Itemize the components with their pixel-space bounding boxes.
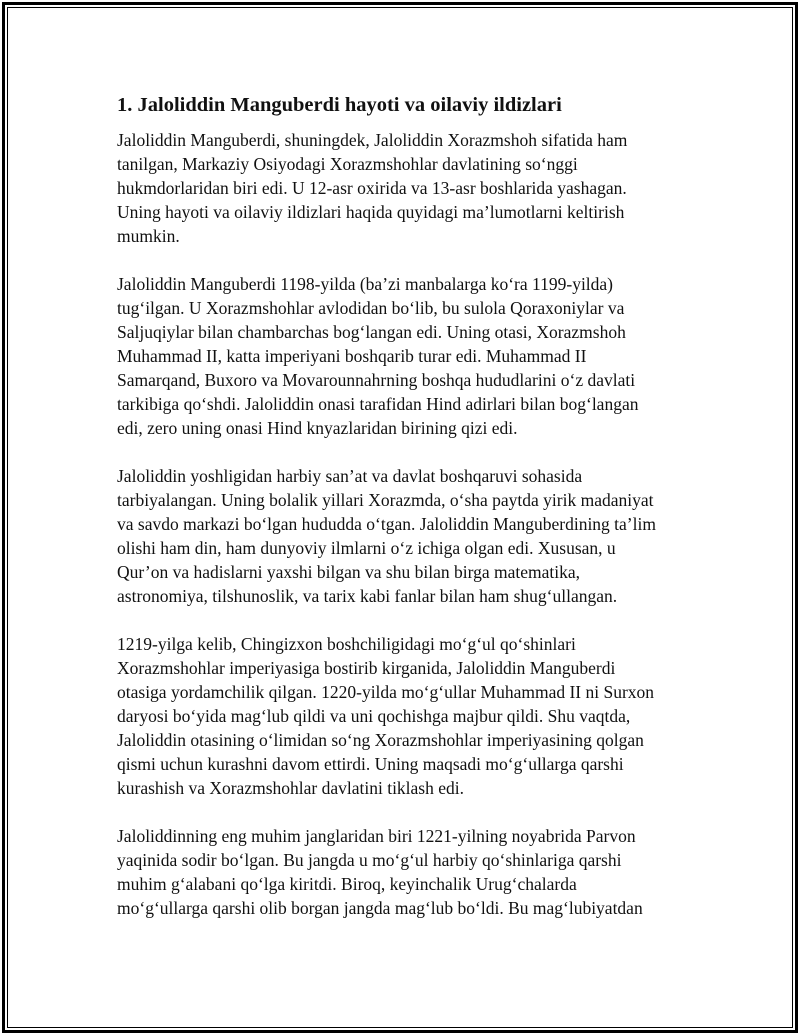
paragraph-mongol-invasion	[117, 632, 687, 800]
paragraph-birth-and-family	[117, 272, 687, 440]
document-body	[117, 90, 687, 944]
text-line: mumkin.	[117, 226, 180, 246]
paragraph-intro	[117, 128, 687, 248]
text-line: hukmdorlaridan biri edi. U 12-asr oxirida va 13-asr boshlarida yashagan.	[117, 178, 627, 198]
paragraph-education	[117, 464, 687, 608]
text-line: astronomiya, tilshunoslik, va tarix kabi fanlar bilan ham shug‘ullangan.	[117, 586, 618, 606]
text-line: Jaloliddin Manguberdi, shuningdek, Jaloliddin Xorazmshoh sifatida ham	[117, 130, 628, 150]
text-line: Jaloliddin yoshligidan harbiy san’at va davlat boshqaruvi sohasida	[117, 466, 583, 486]
text-line: muhim g‘alabani qo‘lga kiritdi. Biroq, keyinchalik Urug‘chalarda	[117, 874, 577, 894]
text-line: Samarqand, Buxoro va Movarounnahrning boshqa hududlarini o‘z davlati	[117, 370, 636, 390]
text-line: Jaloliddin otasining o‘limidan so‘ng Xorazmshohlar imperiyasining qolgan	[117, 730, 644, 750]
text-line: olishi ham din, ham dunyoviy ilmlarni o‘z ichiga olgan edi. Xususan, u	[117, 538, 616, 558]
text-line: kurashish va Xorazmshohlar davlatini tiklash edi.	[117, 778, 465, 798]
text-line: Saljuqiylar bilan chambarchas bog‘langan edi. Uning otasi, Xorazmshoh	[117, 322, 626, 342]
text-line: Jaloliddin Manguberdi 1198-yilda (ba’zi manbalarga ko‘ra 1199-yilda)	[117, 274, 614, 294]
text-line: yaqinida sodir bo‘lgan. Bu jangda u mo‘g‘ul harbiy qo‘shinlariga qarshi	[117, 850, 622, 870]
paragraph-battles	[117, 824, 687, 920]
text-line: daryosi bo‘yida mag‘lub qildi va uni qochishga majbur qildi. Shu vaqtda,	[117, 706, 631, 726]
text-line: Jaloliddinning eng muhim janglaridan biri 1221-yilning noyabrida Parvon	[117, 826, 636, 846]
text-line: qismi uchun kurashni davom ettirdi. Uning maqsadi mo‘g‘ullarga qarshi	[117, 754, 624, 774]
text-line: mo‘g‘ullarga qarshi olib borgan jangda mag‘lub bo‘ldi. Bu mag‘lubiyatdan	[117, 898, 643, 918]
text-line: tanilgan, Markaziy Osiyodagi Xorazmshohlar davlatining so‘nggi	[117, 154, 578, 174]
text-line: Qur’on va hadislarni yaxshi bilgan va shu bilan birga matematika,	[117, 562, 580, 582]
text-line: Muhammad II, katta imperiyani boshqarib turar edi. Muhammad II	[117, 346, 587, 366]
text-line: tarkibiga qo‘shdi. Jaloliddin onasi tarafidan Hind adirlari bilan bog‘langan	[117, 394, 639, 414]
text-line: tarbiyalangan. Uning bolalik yillari Xorazmda, o‘sha paytda yirik madaniyat	[117, 490, 654, 510]
text-line: Xorazmshohlar imperiyasiga bostirib kirganida, Jaloliddin Manguberdi	[117, 658, 616, 678]
text-line: tug‘ilgan. U Xorazmshohlar avlodidan bo‘lib, bu sulola Qoraxoniylar va	[117, 298, 625, 318]
section-title: 1. Jaloliddin Manguberdi hayoti va oilaviy ildizlari	[117, 94, 562, 116]
text-line: edi, zero uning onasi Hind knyazlaridan birining qizi edi.	[117, 418, 518, 438]
text-line: 1219-yilga kelib, Chingizxon boshchiligidagi mo‘g‘ul qo‘shinlari	[117, 634, 576, 654]
text-line: va savdo markazi bo‘lgan hududda o‘tgan. Jaloliddin Manguberdining ta’lim	[117, 514, 656, 534]
text-line: otasiga yordamchilik qilgan. 1220-yilda mo‘g‘ullar Muhammad II ni Surxon	[117, 682, 655, 702]
text-line: Uning hayoti va oilaviy ildizlari haqida quyidagi ma’lumotlarni keltirish	[117, 202, 625, 222]
